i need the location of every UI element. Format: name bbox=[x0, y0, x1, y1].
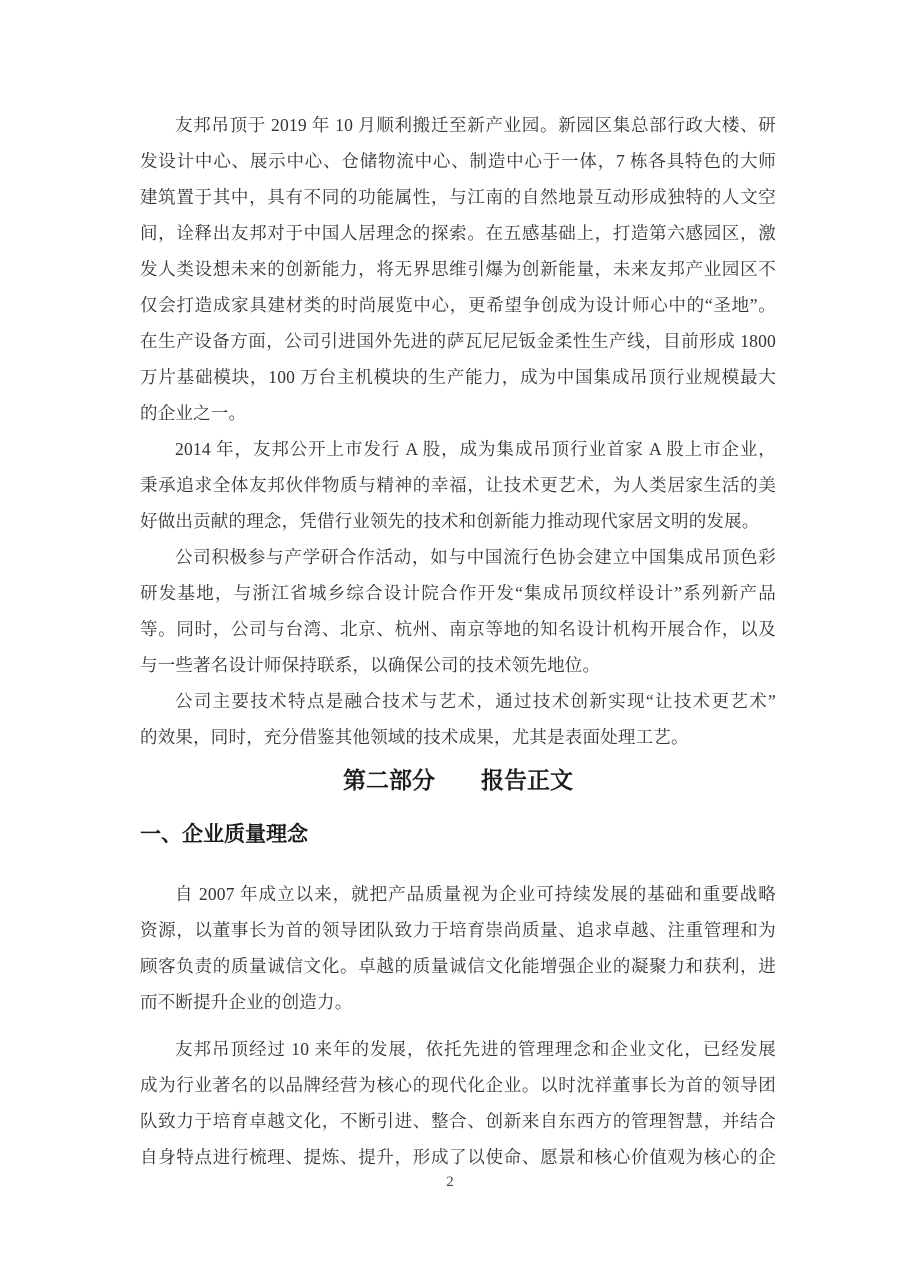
paragraph-line: 的效果，同时，充分借鉴其他领域的技术成果，尤其是表面处理工艺。 bbox=[140, 727, 689, 747]
paragraph-line: 发设计中心、展示中心、仓储物流中心、制造中心于一体，7 栋各具特色的大师 bbox=[140, 151, 776, 171]
paragraph-line: 友邦吊顶于 2019 年 10 月顺利搬迁至新产业园。新园区集总部行政大楼、研 bbox=[175, 115, 776, 135]
body-paragraph bbox=[140, 107, 776, 431]
paragraph-line: 公司主要技术特点是融合技术与艺术，通过技术创新实现“让技术更艺术” bbox=[175, 691, 776, 711]
paragraph-line: 秉承追求全体友邦伙伴物质与精神的幸福，让技术更艺术，为人类居家生活的美 bbox=[140, 475, 776, 495]
part-heading: 第二部分 报告正文 bbox=[343, 767, 573, 793]
paragraph-line: 友邦吊顶经过 10 来年的发展，依托先进的管理理念和企业文化，已经发展 bbox=[175, 1039, 776, 1059]
paragraph-line: 而不断提升企业的创造力。 bbox=[140, 992, 353, 1012]
paragraph-line: 自 2007 年成立以来，就把产品质量视为企业可持续发展的基础和重要战略 bbox=[175, 884, 776, 904]
paragraph-line: 好做出贡献的理念，凭借行业领先的技术和创新能力推动现代家居文明的发展。 bbox=[140, 511, 760, 531]
body-paragraph bbox=[140, 539, 776, 683]
paragraph-line: 成为行业著名的以品牌经营为核心的现代化企业。以时沈祥董事长为首的领导团 bbox=[140, 1075, 776, 1095]
paragraph-line: 队致力于培育卓越文化，不断引进、整合、创新来自东西方的管理智慧，并结合 bbox=[140, 1111, 776, 1131]
paragraph-line: 与一些著名设计师保持联系，以确保公司的技术领先地位。 bbox=[140, 655, 601, 675]
paragraph-line: 研发基地，与浙江省城乡综合设计院合作开发“集成吊顶纹样设计”系列新产品 bbox=[140, 583, 776, 603]
paragraph-line: 的企业之一。 bbox=[140, 403, 247, 423]
paragraph-line: 顾客负责的质量诚信文化。卓越的质量诚信文化能增强企业的凝聚力和获利，进 bbox=[140, 956, 776, 976]
paragraph-line: 仅会打造成家具建材类的时尚展览中心，更希望争创成为设计师心中的“圣地”。 bbox=[140, 295, 776, 315]
paragraph-line: 建筑置于其中，具有不同的功能属性，与江南的自然地景互动形成独特的人文空 bbox=[140, 187, 776, 207]
paragraph-line: 在生产设备方面，公司引进国外先进的萨瓦尼尼钣金柔性生产线，目前形成 1800 bbox=[140, 331, 776, 351]
paragraph-line: 自身特点进行梳理、提炼、提升，形成了以使命、愿景和核心价值观为核心的企 bbox=[140, 1147, 776, 1167]
body-paragraph bbox=[140, 876, 776, 1020]
page-content bbox=[140, 107, 776, 1175]
paragraph-line: 2014 年，友邦公开上市发行 A 股，成为集成吊顶行业首家 A 股上市企业， bbox=[175, 439, 776, 459]
paragraph-line: 等。同时，公司与台湾、北京、杭州、南京等地的知名设计机构开展合作，以及 bbox=[140, 619, 776, 639]
paragraph-line: 资源，以董事长为首的领导团队致力于培育崇尚质量、追求卓越、注重管理和为 bbox=[140, 920, 776, 940]
paragraph-line: 万片基础模块，100 万台主机模块的生产能力，成为中国集成吊顶行业规模最大 bbox=[140, 367, 776, 387]
body-paragraph bbox=[140, 683, 776, 755]
body-paragraph bbox=[140, 431, 776, 539]
paragraph-line: 间，诠释出友邦对于中国人居理念的探索。在五感基础上，打造第六感园区，激 bbox=[140, 223, 776, 243]
paragraph-line: 发人类设想未来的创新能力，将无界思维引爆为创新能量，未来友邦产业园区不 bbox=[140, 259, 776, 279]
body-paragraph bbox=[140, 1031, 776, 1175]
paragraph-line: 公司积极参与产学研合作活动，如与中国流行色协会建立中国集成吊顶色彩 bbox=[175, 547, 776, 567]
section-heading: 一、企业质量理念 bbox=[140, 823, 308, 846]
page-number: 2 bbox=[446, 1174, 454, 1190]
